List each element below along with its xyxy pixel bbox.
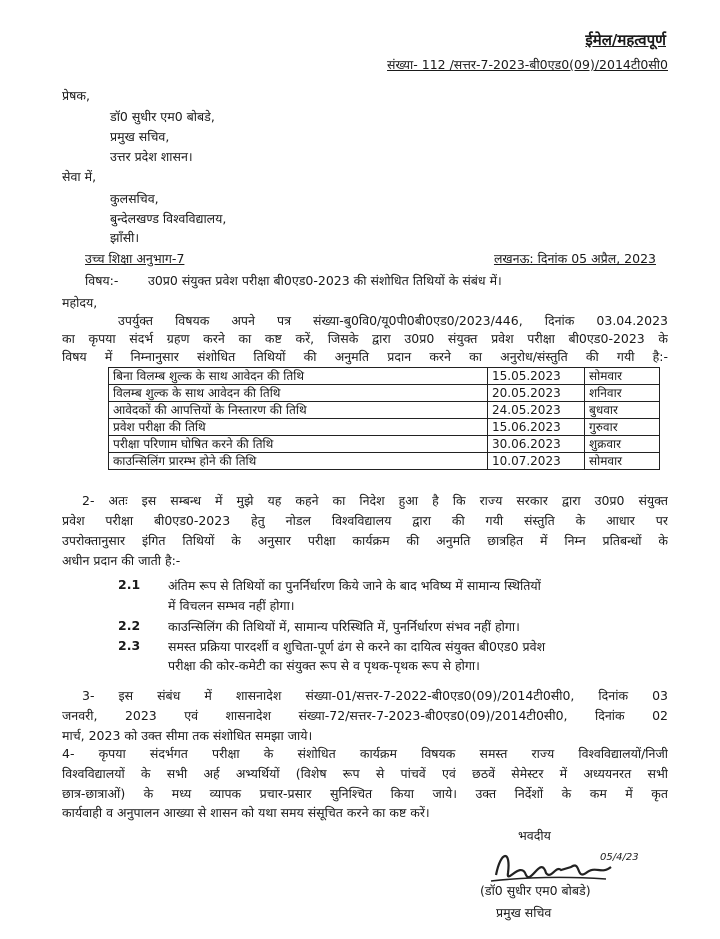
schedule-date: 15.05.2023: [488, 368, 585, 385]
paragraph-line: 3- इस संबंध में शासनादेश संख्या-01/सत्तर-7-2022-बी0एड0(09)/2014टी0सी0, दिनांक 03: [82, 688, 668, 703]
schedule-event: बिना विलम्ब शुल्क के साथ आवेदन की तिथि: [109, 368, 488, 385]
schedule-day: शनिवार: [585, 385, 660, 402]
recipient-designation: कुलसचिव,: [110, 191, 159, 206]
paragraph-line: जनवरी, 2023 एवं शासनादेश संख्या-72/सत्तर-7-2023-बी0एड0(09)/2014टी0सी0, दिनांक 02: [62, 708, 668, 723]
schedule-date: 15.06.2023: [488, 419, 585, 436]
recipient-city: झाँसी।: [110, 230, 140, 245]
paragraph-line: अधीन प्रदान की जाती है:-: [62, 553, 181, 568]
paragraph-line: 4- कृपया संदर्भगत परीक्षा के संशोधित कार्यक्रम विषयक समस्त राज्य विश्वविद्यालयों/निजी: [62, 746, 668, 761]
schedule-date: 30.06.2023: [488, 436, 585, 453]
schedule-table: [108, 367, 660, 470]
paragraph-line: छात्र-छात्राओं) के मध्य व्यापक प्रचार-प्रसार सुनिश्चित किया जाये। उक्त निर्देशों के कम में कृत: [62, 786, 668, 801]
condition-line: अंतिम रूप से तिथियों का पुनर्निर्धारण किये जाने के बाद भविष्य में सामान्य स्थितियों: [168, 578, 541, 593]
salutation: महोदय,: [62, 295, 98, 310]
schedule-day: बुधवार: [585, 402, 660, 419]
sender-name: डॉ0 सुधीर एम0 बोबडे,: [110, 109, 215, 124]
subject-text: उ0प्र0 संयुक्त प्रवेश परीक्षा बी0एड0-2023 की संशोधित तिथियों के संबंध में।: [148, 273, 502, 288]
paragraph-line: उपरोक्तानुसार इंगित तिथियों के अनुसार परीक्षा कार्यक्रम की अनुमति छात्रहित में निम्न प्रतिबन्धों के: [62, 533, 668, 548]
schedule-event: काउन्सिलिंग प्रारम्भ होने की तिथि: [109, 453, 488, 470]
email-important-mark: ईमेल/महत्वपूर्ण: [585, 31, 666, 49]
recipient-university: बुन्देलखण्ड विश्वविद्यालय,: [110, 211, 227, 226]
valediction: भवदीय: [518, 828, 551, 843]
schedule-event: आवेदकों की आपत्तियों के निस्तारण की तिथि: [109, 402, 488, 419]
schedule-day: सोमवार: [585, 368, 660, 385]
condition-line: परीक्षा की कोर-कमेटी का संयुक्त रूप से व पृथक-पृथक रूप से होगा।: [168, 658, 480, 673]
paragraph-line: उपर्युक्त विषयक अपने पत्र संख्या-बु0वि0/यू0पी0बी0एड0/2023/446, दिनांक 03.04.2023: [118, 313, 668, 328]
paragraph-line: मार्च, 2023 को उक्त सीमा तक संशोधित समझा जाये।: [62, 728, 313, 743]
schedule-row: [109, 419, 660, 436]
condition-number: 2.3: [118, 638, 141, 653]
schedule-row: [109, 453, 660, 470]
subject-label: विषय:-: [85, 273, 119, 288]
schedule-row: [109, 436, 660, 453]
condition-line: समस्त प्रक्रिया पारदर्शी व शुचिता-पूर्ण ढंग से करने का दायित्व संयुक्त बी0एड0 प्रवेश: [168, 639, 546, 654]
sender-designation: प्रमुख सचिव,: [110, 129, 170, 144]
schedule-event: परीक्षा परिणाम घोषित करने की तिथि: [109, 436, 488, 453]
schedule-date: 10.07.2023: [488, 453, 585, 470]
paragraph-line: का कृपया संदर्भ ग्रहण करने का कष्ट करें, जिसके द्वारा उ0प्र0 संयुक्त प्रवेश परीक्षा बी0एड0-2023 के: [62, 331, 668, 346]
schedule-date: 20.05.2023: [488, 385, 585, 402]
signatory-designation: प्रमुख सचिव: [496, 905, 552, 920]
recipient-label: सेवा में,: [62, 169, 97, 184]
paragraph-line: 2- अतः इस सम्बन्ध में मुझे यह कहने का निदेश हुआ है कि राज्य सरकार द्वारा उ0प्र0 संयुक्त: [82, 493, 668, 508]
schedule-day: सोमवार: [585, 453, 660, 470]
condition-number: 2.2: [118, 618, 141, 633]
place-date: लखनऊ: दिनांक 05 अप्रैल, 2023: [493, 251, 656, 266]
condition-line: में विचलन सम्भव नहीं होगा।: [168, 598, 295, 613]
schedule-day: गुरुवार: [585, 419, 660, 436]
signatory-name: (डॉ0 सुधीर एम0 बोबडे): [480, 883, 591, 898]
paragraph-line: विषय में निम्नानुसार संशोधित तिथियों की अनुमति प्रदान करने का अनुरोध/संस्तुति की गयी है:-: [62, 349, 668, 364]
schedule-row: [109, 385, 660, 402]
condition-line: काउन्सिलिंग की तिथियों में, सामान्य परिस्थिति में, पुनर्निर्धारण संभव नहीं होगा।: [168, 619, 520, 634]
sender-office: उत्तर प्रदेश शासन।: [110, 149, 193, 164]
paragraph-line: विश्वविद्यालयों के सभी अर्ह अभ्यर्थियों (विशेष रूप से पांचवें एवं छठवें सेमेस्टर में अध्ययनरत सभी: [62, 766, 668, 781]
signature-date: 05/4/23: [600, 852, 639, 863]
sender-label: प्रेषक,: [62, 88, 90, 103]
schedule-day: शुक्रवार: [585, 436, 660, 453]
schedule-row: [109, 368, 660, 385]
schedule-event: विलम्ब शुल्क के साथ आवेदन की तिथि: [109, 385, 488, 402]
paragraph-line: कार्यवाही व अनुपालन आख्या से शासन को यथा समय संसूचित करने का कष्ट करें।: [62, 805, 430, 820]
schedule-date: 24.05.2023: [488, 402, 585, 419]
schedule-row: [109, 402, 660, 419]
section-name: उच्च शिक्षा अनुभाग-7: [85, 251, 185, 266]
schedule-event: प्रवेश परीक्षा की तिथि: [109, 419, 488, 436]
condition-number: 2.1: [118, 577, 141, 592]
reference-number: संख्या- 112 /सत्तर-7-2023-बी0एड0(09)/2014टी0सी0: [387, 57, 668, 72]
paragraph-line: प्रवेश परीक्षा बी0एड0-2023 हेतु नोडल विश्वविद्यालय द्वारा की गयी संस्तुति के आधार पर: [62, 513, 668, 528]
